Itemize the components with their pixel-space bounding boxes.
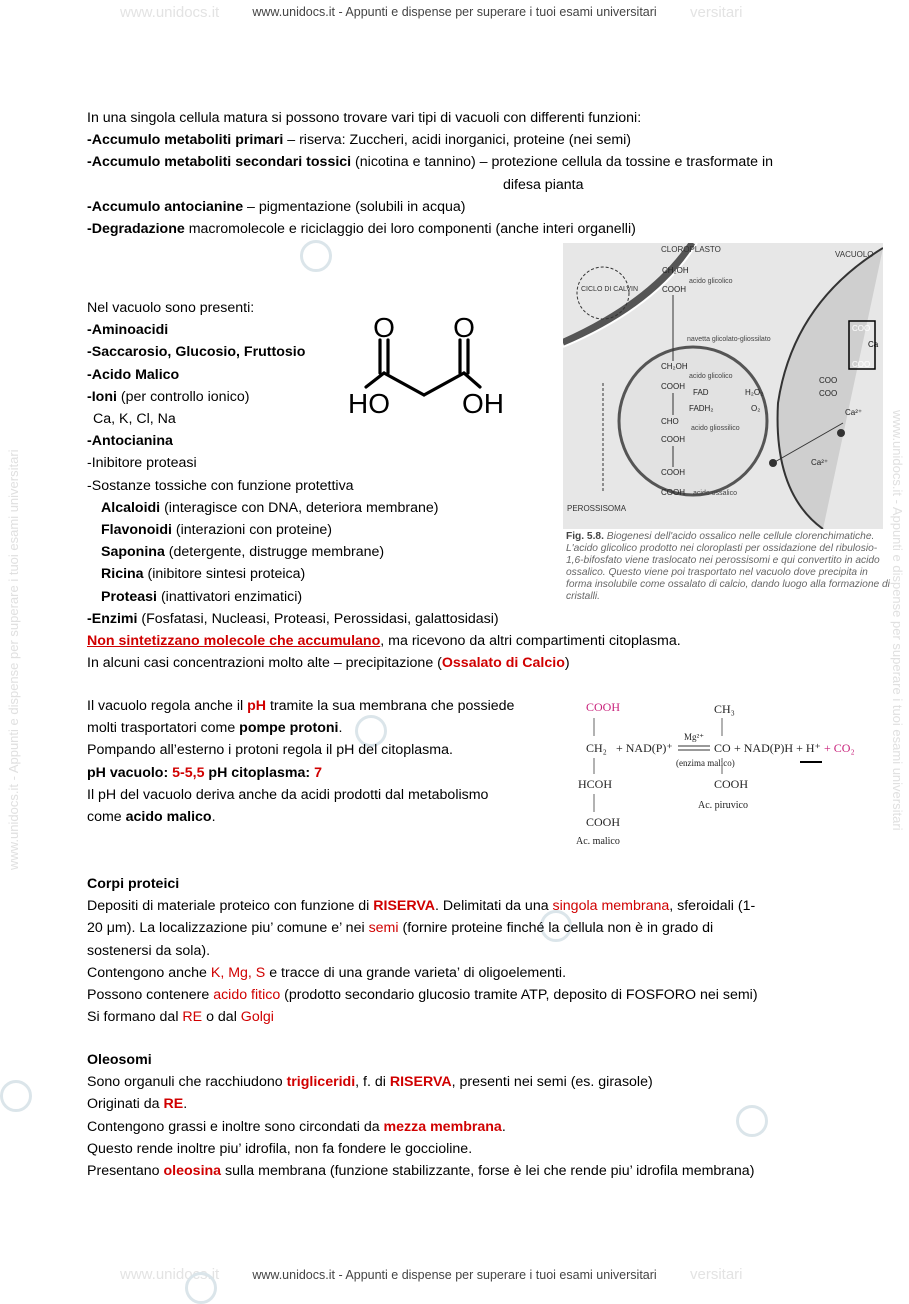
fig-label: acido glicolico — [689, 278, 733, 285]
paragraph-line: Depositi di materiale proteico con funzione di RISERVA. Delimitati da una singola membrana, sferoidali (1- — [87, 898, 756, 915]
reaction-label: Ac. piruvico — [698, 800, 748, 811]
list-item: -Inibitore proteasi — [87, 455, 197, 472]
note-line: Non sintetizzano molecole che accumulano, ma ricevono da altri compartimenti citoplasma. — [87, 633, 681, 650]
fig-label: O₂ — [751, 404, 761, 413]
page-footer[interactable]: www.unidocs.it - Appunti e dispense per superare i tuoi esami universitari — [252, 1268, 657, 1282]
oxalic-acid-structure — [340, 305, 520, 420]
oleosomi-section — [87, 1049, 754, 1182]
fig-label: COO — [819, 389, 838, 398]
reaction-label: Ac. malico — [576, 836, 620, 847]
list-item: -Antocianina — [87, 433, 173, 450]
figure-caption: Fig. 5.8. Biogenesi dell'acido ossalico nelle cellule clorenchimatiche. L'acido glicolico prodotto nei cloroplasti per ossidazione del ribulosio-1,6-bifosfato viene traslocato nei perossisomi e qui convertito in acido ossalico. Questo viene poi trasportato nel vacuolo dove precipita in forma insolubile come ossalato di calcio, dando luogo alla formazione di cristalli. — [566, 531, 890, 602]
section-title: Corpi proteici — [87, 876, 180, 892]
watermark: versitari — [690, 4, 743, 21]
figure-oxalic-biogenesis — [563, 243, 883, 529]
paragraph-line: Possono contenere acido fitico (prodotto secondario glucosio tramite ATP, deposito di FOSFORO nei semi) — [87, 987, 758, 1004]
watermark-vertical: www.unidocs.it - Appunti e dispense per superare i tuoi esami universitari — [890, 410, 905, 831]
ph-line: Pompando all’esterno i protoni regola il pH del citoplasma. — [87, 742, 453, 759]
ph-section — [87, 695, 514, 828]
list-subitem: Ca, K, Cl, Na — [93, 411, 176, 428]
list-item: -Ioni (per controllo ionico) — [87, 388, 250, 405]
paragraph-line: Sono organuli che racchiudono trigliceridi, f. di RISERVA, presenti nei semi (es. girasole) — [87, 1074, 653, 1091]
reaction-label: + CO₂ — [824, 741, 855, 755]
watermark-vertical: www.unidocs.it - Appunti e dispense per superare i tuoi esami universitari — [6, 449, 21, 870]
fig-label: acido glicolico — [689, 373, 733, 380]
fig-label: COO — [852, 360, 871, 369]
hydroxyl-label: OH — [462, 388, 504, 419]
fig-label: FADH₂ — [689, 404, 714, 413]
fig-label: H₂O₂ — [745, 388, 764, 397]
reaction-label: COOH — [714, 777, 749, 791]
fig-label: CICLO DI CALVIN — [581, 286, 639, 293]
ph-line: Il pH del vacuolo deriva anche da acidi prodotti dal metabolismo — [87, 786, 489, 803]
list-item: -Aminoacidi — [87, 322, 169, 339]
fig-label: COOH — [661, 435, 685, 444]
list-subitem: Proteasi (inattivatori enzimatici) — [101, 588, 303, 605]
reaction-label: CH₃ — [714, 702, 735, 716]
section-title: Oleosomi — [87, 1052, 152, 1068]
paragraph-line: Contengono anche K, Mg, S e tracce di una grande varieta’ di oligoelementi. — [87, 964, 567, 981]
reaction-label: (enzima malico) — [676, 758, 735, 768]
fig-label: Ca²⁺ — [845, 408, 863, 417]
corpi-proteici-section — [87, 873, 758, 1028]
list-item: -Saccarosio, Glucosio, Fruttosio — [87, 344, 306, 361]
function-line-continued: difesa pianta — [503, 176, 584, 193]
ph-line: pH vacuolo: 5-5,5 pH citoplasma: 7 — [87, 764, 322, 781]
function-line: -Accumulo metaboliti secondari tossici (nicotina e tannino) – protezione cellula da tossine e trasformate in — [87, 154, 774, 171]
watermark: www.unidocs.it — [120, 4, 220, 21]
fig-label: CH₂OH — [661, 362, 688, 371]
fig-label: FAD — [693, 388, 709, 397]
list-subitem: Alcaloidi (interagisce con DNA, deteriora membrane) — [101, 499, 439, 516]
list-subitem: Flavonoidi (interazioni con proteine) — [101, 522, 333, 539]
oxygen-label: O — [373, 312, 395, 343]
fig-label: Ca²⁺ — [811, 458, 829, 467]
hydroxyl-label: HO — [348, 388, 390, 419]
fig-label: CHO — [661, 417, 679, 426]
reaction-label: + NAD(P)H + H⁺ — [734, 741, 821, 755]
reaction-label: Mg²⁺ — [684, 732, 704, 742]
note-line: In alcuni casi concentrazioni molto alte – precipitazione (Ossalato di Calcio) — [87, 655, 570, 672]
reaction-label: CH₂ — [586, 741, 607, 755]
fig-label: COOH — [662, 285, 686, 294]
list-item: -Enzimi (Fosfatasi, Nucleasi, Proteasi, Perossidasi, galattosidasi) — [87, 610, 499, 627]
paragraph-line: Originati da RE. — [87, 1096, 188, 1113]
fig-label: COOH — [661, 488, 685, 497]
fig-label: CH₂OH — [662, 266, 689, 275]
reaction-label: COOH — [586, 700, 621, 714]
reaction-label: HCOH — [578, 777, 613, 791]
list-subitem: Saponina (detergente, distrugge membrane) — [101, 544, 385, 561]
watermark: www.unidocs.it — [120, 1266, 220, 1283]
fig-label: CLOROPLASTO — [661, 245, 721, 254]
paragraph-line: 20 μm). La localizzazione piu’ comune e’ nei semi (fornire proteine finché la cellula non è in grado di — [87, 920, 714, 937]
intro-line: In una singola cellula matura si possono trovare vari tipi di vacuoli con differenti funzioni: — [87, 110, 642, 126]
ph-line: Il vacuolo regola anche il pH tramite la sua membrana che possiede — [87, 698, 515, 714]
page-header[interactable]: www.unidocs.it - Appunti e dispense per superare i tuoi esami universitari — [252, 5, 657, 19]
watermark-logo-icon — [0, 1080, 32, 1112]
reaction-label: COOH — [586, 815, 621, 829]
fig-label: acido gliossilico — [691, 425, 740, 432]
contents-title: Nel vacuolo sono presenti: — [87, 300, 255, 316]
fig-label: acido ossalico — [693, 490, 737, 497]
fig-label: PEROSSISOMA — [567, 504, 627, 513]
watermark-logo-icon — [300, 240, 332, 272]
fig-label: COOH — [661, 382, 685, 391]
fig-label: COO — [852, 324, 871, 333]
ph-line: come acido malico. — [87, 809, 216, 826]
fig-label: Ca — [868, 340, 879, 349]
paragraph-line: Presentano oleosina sulla membrana (funzione stabilizzante, forse è lei che rende piu’ idrofila membrana) — [87, 1163, 755, 1180]
fig-label: VACUOLO — [835, 250, 874, 259]
watermark: versitari — [690, 1266, 743, 1283]
reaction-label: + NAD(P)⁺ — [616, 741, 673, 755]
fig-label: COO — [819, 376, 838, 385]
function-line: -Accumulo metaboliti primari – riserva: Zuccheri, acidi inorganici, proteine (nei semi) — [87, 132, 632, 149]
paragraph-line: Questo rende inoltre piu’ idrofila, non fa fondere le goccioline. — [87, 1140, 473, 1157]
vacuoli-functions — [87, 107, 773, 240]
paragraph-line: Si formano dal RE o dal Golgi — [87, 1009, 274, 1026]
oxygen-label: O — [453, 312, 475, 343]
fig-label: COOH — [661, 468, 685, 477]
list-item: -Sostanze tossiche con funzione protettiva — [87, 477, 354, 494]
ph-line: molti trasportatori come pompe protoni. — [87, 720, 343, 737]
fig-label: navetta glicolato-gliossilato — [687, 336, 771, 343]
reaction-label: CO — [714, 741, 731, 755]
list-item: -Acido Malico — [87, 366, 180, 383]
list-subitem: Ricina (inibitore sintesi proteica) — [101, 566, 306, 583]
malic-enzyme-reaction — [572, 696, 872, 848]
function-line: -Degradazione macromolecole e riciclaggio dei loro componenti (anche interi organelli) — [87, 221, 636, 238]
paragraph-line: Contengono grassi e inoltre sono circondati da mezza membrana. — [87, 1118, 506, 1135]
paragraph-line: sostenersi da sola). — [87, 942, 211, 959]
function-line: -Accumulo antocianine – pigmentazione (solubili in acqua) — [87, 198, 466, 215]
